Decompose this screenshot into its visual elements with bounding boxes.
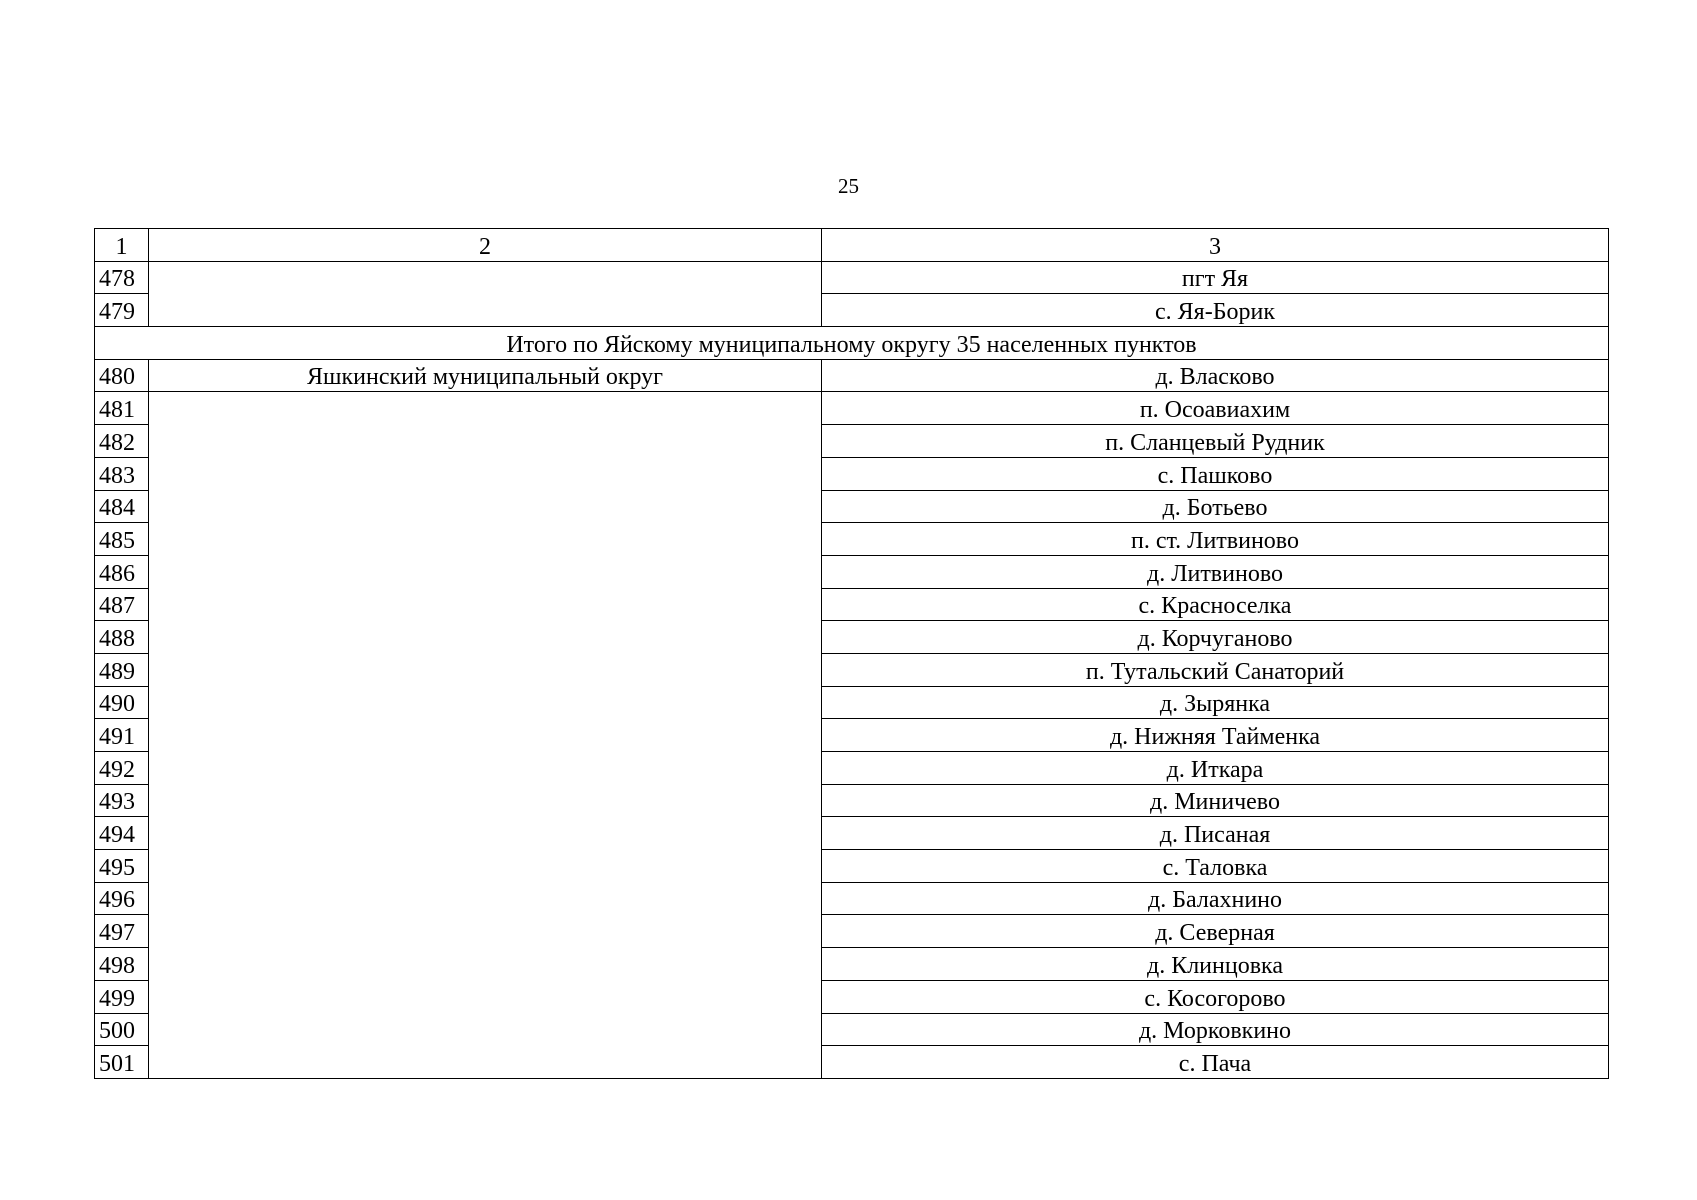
row-number: 496 bbox=[95, 882, 149, 915]
row-number: 493 bbox=[95, 784, 149, 817]
settlement-cell: д. Балахнино bbox=[822, 882, 1609, 915]
settlement-cell: с. Пача bbox=[822, 1046, 1609, 1079]
total-row bbox=[95, 327, 1609, 360]
settlement-cell: д. Морковкино bbox=[822, 1013, 1609, 1046]
settlement-cell: с. Яя-Борик bbox=[822, 294, 1609, 327]
row-number: 498 bbox=[95, 948, 149, 981]
row-number: 494 bbox=[95, 817, 149, 850]
settlement-cell: д. Ботьево bbox=[822, 490, 1609, 523]
settlement-cell: пгт Яя bbox=[822, 261, 1609, 294]
settlement-cell: д. Иткара bbox=[822, 752, 1609, 785]
district-cell-empty bbox=[149, 261, 822, 326]
row-number: 487 bbox=[95, 588, 149, 621]
row-number: 497 bbox=[95, 915, 149, 948]
row-number: 501 bbox=[95, 1046, 149, 1079]
settlement-cell: п. Осоавиахим bbox=[822, 392, 1609, 425]
table-row bbox=[95, 359, 1609, 392]
row-number: 490 bbox=[95, 686, 149, 719]
table-row bbox=[95, 261, 1609, 294]
row-number: 478 bbox=[95, 261, 149, 294]
row-number: 491 bbox=[95, 719, 149, 752]
total-row-text: Итого по Яйскому муниципальному округу 35 населенных пунктов bbox=[95, 327, 1609, 360]
settlements-table bbox=[94, 228, 1609, 1079]
row-number: 484 bbox=[95, 490, 149, 523]
settlement-cell: с. Таловка bbox=[822, 850, 1609, 883]
settlement-cell: п. Сланцевый Рудник bbox=[822, 425, 1609, 458]
settlement-cell: д. Корчуганово bbox=[822, 621, 1609, 654]
settlement-cell: д. Писаная bbox=[822, 817, 1609, 850]
row-number: 485 bbox=[95, 523, 149, 556]
district-cell-continued bbox=[149, 392, 822, 1078]
column-number-2: 2 bbox=[149, 229, 822, 262]
settlement-cell: д. Зырянка bbox=[822, 686, 1609, 719]
settlement-cell: д. Северная bbox=[822, 915, 1609, 948]
settlement-cell: д. Литвиново bbox=[822, 555, 1609, 588]
row-number: 492 bbox=[95, 752, 149, 785]
row-number: 479 bbox=[95, 294, 149, 327]
district-name: Яшкинский муниципальный округ bbox=[149, 359, 822, 392]
page-number: 25 bbox=[838, 174, 859, 198]
settlement-cell: д. Миничево bbox=[822, 784, 1609, 817]
settlement-cell: п. ст. Литвиново bbox=[822, 523, 1609, 556]
table-row bbox=[95, 392, 1609, 425]
row-number: 495 bbox=[95, 850, 149, 883]
settlement-cell: с. Пашково bbox=[822, 457, 1609, 490]
settlement-cell: д. Нижняя Тайменка bbox=[822, 719, 1609, 752]
row-number: 486 bbox=[95, 555, 149, 588]
district-rows bbox=[95, 359, 1609, 1078]
row-number: 489 bbox=[95, 653, 149, 686]
row-number: 482 bbox=[95, 425, 149, 458]
settlement-cell: п. Тутальский Санаторий bbox=[822, 653, 1609, 686]
row-number: 500 bbox=[95, 1013, 149, 1046]
row-number: 483 bbox=[95, 457, 149, 490]
column-number-3: 3 bbox=[822, 229, 1609, 262]
column-number-row bbox=[95, 229, 1609, 262]
row-number: 481 bbox=[95, 392, 149, 425]
row-number: 499 bbox=[95, 980, 149, 1013]
column-number-1: 1 bbox=[95, 229, 149, 262]
settlement-cell: с. Красноселка bbox=[822, 588, 1609, 621]
settlement-cell: д. Власково bbox=[822, 359, 1609, 392]
settlement-cell: с. Косогорово bbox=[822, 980, 1609, 1013]
row-number: 488 bbox=[95, 621, 149, 654]
row-number: 480 bbox=[95, 359, 149, 392]
settlement-cell: д. Клинцовка bbox=[822, 948, 1609, 981]
